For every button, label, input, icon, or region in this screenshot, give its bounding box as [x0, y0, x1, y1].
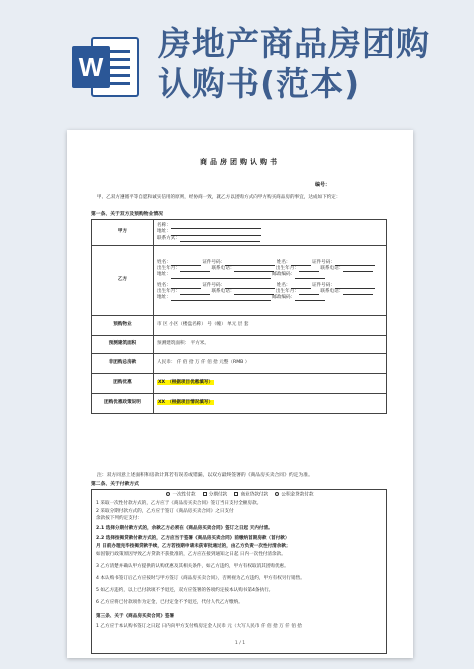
area-value: 预测建筑面积： 平方米。 [154, 336, 387, 354]
party-b-tel-label-3: 联系电话： [211, 288, 235, 294]
discount-row [92, 374, 387, 394]
sec3-line: 1 乙方应于本认购书签订之日起 日内向甲方支付购房定金人民币 元（大写人民币 仟 佰 拾 万 仟 佰 拾 [96, 624, 302, 629]
pay-option-3: 商业贷款付款 [240, 492, 269, 498]
pay-line: 6 乙方应将已付款项作为定金，已付定金不予退还，代付人代乙方缴纳。 [96, 600, 243, 605]
party-a-label: 甲方 [92, 220, 154, 246]
party-b-id-label: 证件号码： [202, 259, 226, 265]
party-b-birth-label-3: 出生年月： [157, 288, 180, 294]
parties-table [91, 219, 387, 414]
party-b-zip-label: 邮政编码： [272, 272, 296, 278]
discount-note: （根据项目优惠填写） [167, 380, 214, 386]
party-b-name-label-2: 姓名： [276, 259, 291, 265]
pay-line: 2.2 选择按揭贷款付款方式的，乙方应当于签署《商品房买卖合同》前缴纳首期房款（首付款） [96, 536, 290, 541]
pay-option-4: 公积金贷款付款 [281, 492, 314, 498]
pay-option-2: 分期付款 [208, 492, 228, 498]
doc-title: 商品房团购认购书 [200, 158, 280, 166]
discount-policy-xx: XX [158, 400, 166, 406]
pay-line: 如因银行政策原因导致乙方贷款不获批准的，乙方应在接到通知之日起 日内一次性付清余款。 [96, 552, 286, 557]
word-doc-icon [70, 36, 142, 98]
area-row [92, 336, 387, 354]
document-page [67, 130, 413, 658]
radio-icon[interactable] [166, 492, 170, 496]
checkbox-icon[interactable] [203, 492, 207, 496]
price-label: 非团购总房款 [92, 354, 154, 374]
area-label: 预测建筑面积 [92, 336, 154, 354]
party-b-id-label-3: 证件号码： [202, 282, 226, 288]
payment-box [91, 489, 387, 654]
document-banner [0, 0, 474, 120]
pay-line: 余款按下列约定支付： [96, 516, 142, 521]
pay-line: 5 如乙方违约，以上已付款项不予退还，双方应签署的各项约定按本认购书第4条执行。 [96, 588, 274, 593]
party-a-contact-field: 联系方式： [157, 235, 180, 241]
pay-line: 2.1 选择分期付款方式的，余款乙方必须在《商品房买卖合同》签订之日起 天内付清。 [96, 526, 273, 531]
party-b-tel-label-2: 联系电话： [320, 266, 344, 272]
price-value: 人民币： 仟 佰 拾 万 仟 佰 拾 元整（RMB ） [154, 354, 387, 374]
party-b-name-label-4: 姓名： [276, 282, 291, 288]
party-b-fields [154, 246, 387, 316]
remark: 注：双方同意上述面积和房款计算若有误差或错漏，以双方最终签署的《商品房买卖合同》约定为准。 [97, 473, 313, 478]
pay-line: 1 采取一次性付款方式的，乙方应于《商品房买卖合同》签订当日支付全额房款。 [96, 501, 262, 506]
pay-line: 月 日前办理完毕按揭贷款手续，乙方若按期申请未获审批通过的，由乙方负责一次性付清余款； [96, 544, 291, 549]
property-label: 预购物业 [92, 316, 154, 336]
price-row [92, 354, 387, 374]
party-b-label: 乙方 [92, 246, 154, 316]
banner-title-line2: 认购书(范本) [158, 64, 361, 103]
party-a-fields [154, 220, 387, 246]
party-b-birth-label: 出生年月： [157, 266, 180, 272]
banner-title [158, 24, 458, 104]
pay-line: 2 采取分期付款方式的，乙方应于签订《商品房买卖合同》之日支付 [96, 509, 234, 514]
radio-icon[interactable] [275, 492, 279, 496]
party-b-name-label: 姓名： [157, 259, 171, 265]
party-b-name-label-3: 姓名： [157, 282, 171, 288]
party-b-addr-label-2: 地址： [157, 294, 171, 300]
party-b-birth-label-4: 出生年月： [275, 288, 299, 294]
party-b-id-label-2: 证件号码： [311, 259, 335, 265]
discount-value [154, 374, 387, 394]
party-b-tel-label-4: 联系电话： [320, 288, 344, 294]
party-b-row [92, 246, 387, 316]
banner-title-line1: 房地产商品房团购 [158, 24, 430, 63]
pay-line: 4 本认购书签订后乙方应按时与甲方签订《商品房买卖合同》，否则视为乙方违约，甲方有权另行销售。 [96, 576, 305, 581]
property-value: 市 区 小区（楼盘名称） 号（幢） 单元 层 套 [154, 316, 387, 336]
party-b-addr-label: 地址： [157, 272, 171, 278]
pay-line: 3 乙方清楚并确认甲方提供的认购优惠及其相关条件，如乙方违约，甲方有权取消其团购优惠。 [96, 564, 289, 569]
section1-heading: 第一条、关于双方及预购物业情况 [91, 212, 163, 217]
party-a-addr-field: 地址： [157, 229, 171, 235]
svg-text:W: W [78, 52, 104, 82]
discount-policy-label: 团购优惠政策说明 [92, 394, 154, 414]
party-b-id-label-4: 证件号码： [311, 282, 335, 288]
page-number: 1 / 1 [234, 641, 246, 646]
discount-policy-value [154, 394, 387, 414]
section2-heading: 第二条、关于付款方式 [91, 482, 139, 487]
party-b-zip-label-2: 邮政编码： [272, 294, 296, 300]
contract-number-label: 编号： [315, 182, 331, 188]
section3-heading: 第三条、关于《商品房买卖合同》签署 [96, 614, 175, 619]
discount-policy-note: （根据项目情况填写） [167, 400, 214, 406]
party-b-tel-label: 联系电话： [211, 266, 235, 272]
party-a-name-field: 名称： [157, 223, 171, 229]
property-row [92, 316, 387, 336]
discount-policy-row [92, 394, 387, 414]
intro-paragraph: 甲、乙双方遵循平等自愿和诚实信用的原则，经协商一致，就乙方以团购方式向甲方购买商品房的事宜，达成如下约定： [97, 195, 341, 200]
payment-options [96, 492, 384, 499]
party-a-row [92, 220, 387, 246]
pay-option-1: 一次性付款 [172, 492, 196, 498]
party-b-birth-label-2: 出生年月： [275, 266, 299, 272]
discount-label: 团购优惠 [92, 374, 154, 394]
discount-xx: XX [158, 380, 166, 386]
checkbox-icon[interactable] [234, 492, 238, 496]
